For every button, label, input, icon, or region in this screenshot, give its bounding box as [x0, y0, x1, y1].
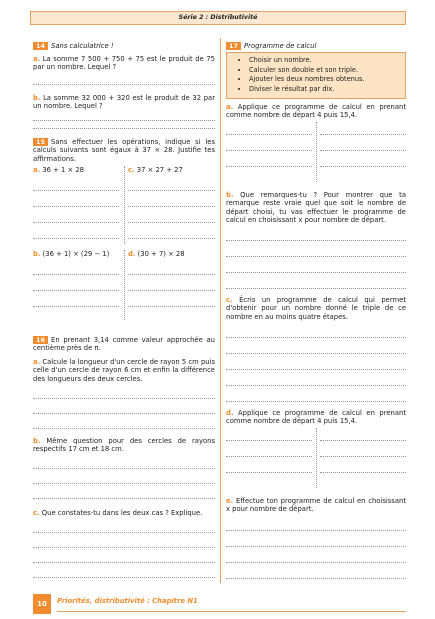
exercise-title: Programme de calcul	[244, 42, 317, 50]
answer-line	[33, 577, 215, 578]
answer-line	[128, 306, 215, 307]
answer-line	[226, 353, 406, 354]
column-separator	[124, 166, 126, 244]
answer-line	[33, 222, 119, 223]
answer-line	[226, 256, 406, 257]
answer-line	[320, 440, 406, 441]
answer-line	[128, 206, 215, 207]
exercise-14-b: b. La somme 32 000 + 320 est le produit de 32 par un nombre. Lequel ?	[33, 94, 215, 111]
program-steps-box	[226, 52, 406, 99]
exercise-14-heading	[33, 42, 215, 50]
exercise-14-a: a. La somme 7 500 + 750 + 75 est le produit de 75 par un nombre. Lequel ?	[33, 55, 215, 72]
chapter-title: Priorités, distributivité : Chapitre N1	[57, 597, 198, 605]
answer-line	[226, 401, 406, 402]
answer-line	[128, 190, 215, 191]
exercise-17-a: a. Applique ce programme de calcul en prenant comme nombre de départ 4 puis 15,4.	[226, 103, 406, 120]
answer-line	[128, 238, 215, 239]
page-footer	[33, 594, 406, 614]
exercise-number: 15	[33, 138, 48, 146]
answer-line	[33, 468, 215, 469]
answer-line	[226, 337, 406, 338]
answer-line	[320, 166, 406, 167]
answer-line	[226, 530, 406, 531]
column-divider	[220, 38, 221, 583]
column-separator	[316, 122, 318, 182]
answer-line	[226, 240, 406, 241]
answer-line	[128, 274, 215, 275]
answer-line	[33, 428, 215, 429]
answer-line	[33, 532, 215, 533]
program-step: • Ajouter les deux nombres obtenus.	[249, 75, 405, 85]
exercise-16-c: c. Que constates-tu dans les deux cas ? Explique.	[33, 509, 203, 517]
series-title: Série 2 : Distributivité	[30, 11, 406, 25]
answer-line	[226, 440, 312, 441]
exercise-15-c: c. 37 × 27 + 27	[128, 166, 183, 174]
exercise-number: 17	[226, 42, 241, 50]
answer-line	[226, 369, 406, 370]
answer-line	[226, 134, 312, 135]
exercise-17-e: e. Effectue ton programme de calcul en choisissant x pour nombre de départ.	[226, 497, 406, 514]
answer-line	[320, 456, 406, 457]
exercise-15-a: a. 36 + 1 × 28	[33, 166, 84, 174]
exercise-16-a: a. Calcule la longueur d'un cercle de rayon 5 cm puis celle d'un cercle de rayon 6 cm et enfin la différence des longueurs des deux cercles.	[33, 358, 215, 383]
answer-line	[226, 562, 406, 563]
answer-line	[226, 288, 406, 289]
answer-line	[33, 547, 215, 548]
answer-line	[33, 306, 119, 307]
answer-line	[226, 272, 406, 273]
answer-line	[33, 498, 215, 499]
exercise-17-c: c. Écris un programme de calcul qui permet d'obtenir pour un nombre donné le triple de ce nombre en au moins quatre étapes.	[226, 296, 406, 321]
exercise-number: 14	[33, 42, 48, 50]
exercise-number: 16	[33, 336, 48, 344]
answer-line	[226, 150, 312, 151]
answer-line	[33, 128, 215, 129]
answer-line	[33, 238, 119, 239]
answer-line	[320, 150, 406, 151]
answer-line	[33, 206, 119, 207]
answer-line	[128, 290, 215, 291]
exercise-15-statement: 15 Sans effectuer les opérations, indique si les calculs suivants sont égaux à 37 × 28. Justifie tes affirmations.	[33, 138, 215, 163]
answer-line	[33, 398, 215, 399]
answer-line	[33, 120, 215, 121]
exercise-17-d: d. Applique ce programme de calcul en prenant comme nombre de départ 4 puis 15,4.	[226, 409, 406, 426]
answer-line	[33, 190, 119, 191]
answer-line	[33, 84, 215, 85]
answer-line	[320, 134, 406, 135]
answer-line	[33, 290, 119, 291]
answer-line	[226, 578, 406, 579]
answer-line	[33, 413, 215, 414]
exercise-15-d: d. (30 + 7) × 28	[128, 250, 185, 258]
footer-rule	[57, 611, 406, 612]
answer-line	[226, 166, 312, 167]
column-separator	[124, 250, 126, 320]
answer-line	[33, 483, 215, 484]
program-steps-list	[227, 56, 405, 95]
answer-line	[128, 222, 215, 223]
program-step: • Diviser le résultat par dix.	[249, 85, 405, 95]
exercise-title: Sans calculatrice !	[51, 42, 114, 50]
answer-line	[226, 472, 312, 473]
exercise-16-statement: 16 En prenant 3,14 comme valeur approchée au centième près de π.	[33, 336, 215, 353]
answer-line	[226, 385, 406, 386]
exercise-17-heading	[226, 42, 406, 50]
answer-line	[33, 274, 119, 275]
page-number: 10	[33, 594, 51, 614]
answer-line	[33, 562, 215, 563]
program-step: • Choisir un nombre.	[249, 56, 405, 66]
answer-line	[226, 456, 312, 457]
answer-line	[226, 546, 406, 547]
answer-line	[320, 472, 406, 473]
exercise-17-b: b. Que remarques-tu ? Pour montrer que ta remarque reste vraie quel que soit le nombre de départ choisi, tu vas effectuer le programme de calcul en choisissant x pour nombre de départ.	[226, 191, 406, 225]
exercise-15-b: b. (36 + 1) × (29 − 1)	[33, 250, 110, 258]
column-separator	[316, 428, 318, 488]
exercise-16-b: b. Même question pour des cercles de rayons respectifs 17 cm et 18 cm.	[33, 437, 215, 454]
program-step: • Calculer son double et son triple.	[249, 66, 405, 76]
